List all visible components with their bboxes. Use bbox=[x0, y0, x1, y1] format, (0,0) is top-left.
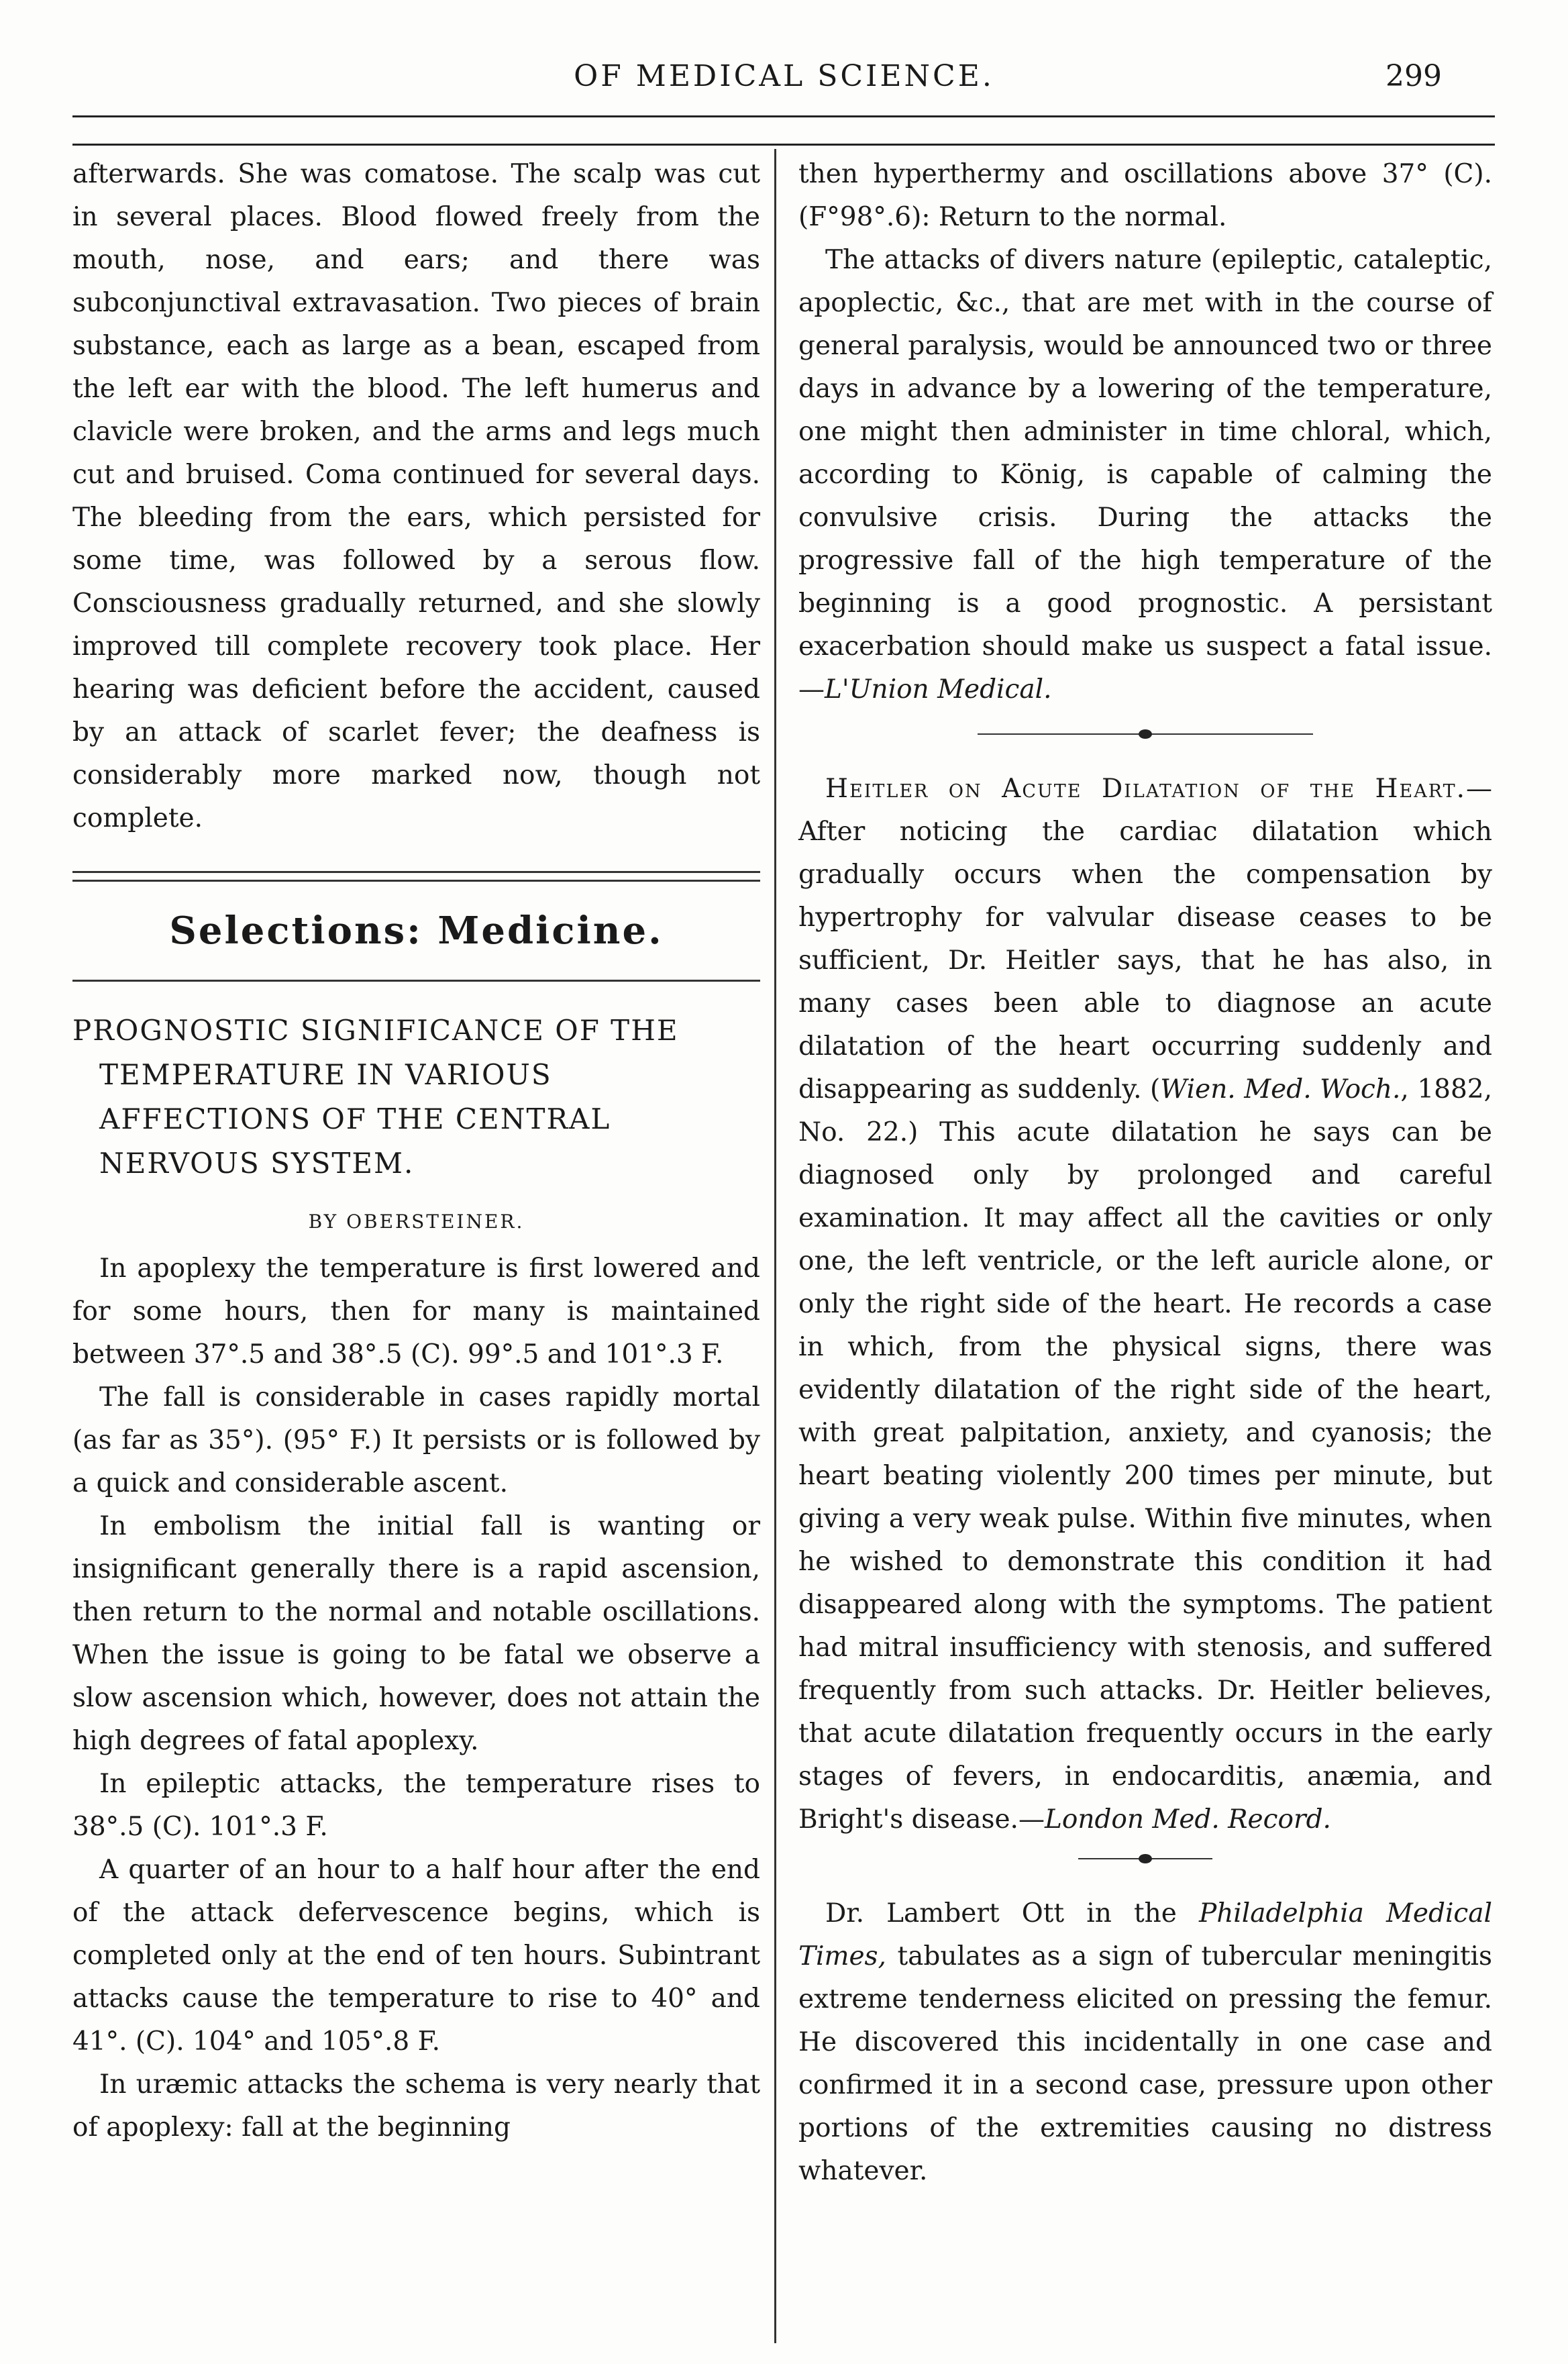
paragraph-text: , 1882, No. 22.) This acute dilatation he says can be diagnosed only by prolonged and careful examination. It may affect all the cavities or only one, the left ventricle, or the left auricle alone, or only the right side of the heart. He records a case in which, from the physical signs, there was evidently dilatation of the right side of the heart, with great palpitation, anxiety, and cyanosis; the heart beating violently 200 times per minute, but giving a very weak pulse. Within five minutes, when he wished to demonstrate this condition it had disappeared along with the symptoms. The patient had mitral insufficiency with stenosis, and suffered frequently from such attacks. Dr. Heitler believes, that acute dilatation frequently occurs in the early stages of fevers, in endocarditis, anæmia, and Bright's disease.— bbox=[798, 1074, 1492, 1835]
paragraph: In epileptic attacks, the temperature rises to 38°.5 (C). 101°.3 F. bbox=[72, 1769, 760, 1842]
byline: BY OBERSTEINER. bbox=[308, 1211, 525, 1233]
source-citation: L'Union Medical. bbox=[825, 674, 1052, 705]
paragraph-text: The attacks of divers nature (epileptic, cataleptic, apoplectic, &c., that are met with in the course of general paralysis, would be announced two or three days in advance by a lowering of the temperature, one might then administer in time chloral, which, according to König, is capable of calming the convulsive crisis. During the attacks the progressive fall of the high temperature of the beginning is a good prognostic. A persistant exacerbation should make us suspect a fatal issue.— bbox=[798, 245, 1492, 705]
paragraph: The fall is considerable in cases rapidly mortal (as far as 35°). (95° F.) It persists or is followed by a quick and considerable ascent. bbox=[72, 1382, 760, 1498]
paragraph-text: —After noticing the cardiac dilatation which gradually occurs when the compensation by hypertrophy for valvular disease ceases to be sufficient, Dr. Heitler says, that he has also, in many cases been able to diagnose an acute dilatation of the heart occurring suddenly and disappearing as suddenly. ( bbox=[798, 774, 1492, 1104]
left-column bbox=[72, 153, 760, 2149]
paragraph: then hyperthermy and oscillations above 37° (C). (F°98°.6): Return to the normal. bbox=[798, 159, 1492, 232]
paragraph: afterwards. She was comatose. The scalp was cut in several places. Blood flowed freely from the mouth, nose, and ears; and there was subconjunctival extravasation. Two pieces of brain substance, each as large as a bean, escaped from the left ear with the blood. The left humerus and clavicle were broken, and the arms and legs much cut and bruised. Coma continued for several days. The bleeding from the ears, which persisted for some time, was followed by a serous flow. Consciousness gradually returned, and she slowly improved till complete recovery took place. Her hearing was deficient before the accident, caused by an attack of scarlet fever; the deafness is considerably more marked now, though not complete. bbox=[72, 159, 760, 833]
header-rule-top bbox=[72, 115, 1495, 117]
section-heading: Selections: Medicine. bbox=[169, 909, 664, 953]
ornament-divider bbox=[1078, 1852, 1212, 1865]
page-number: 299 bbox=[1386, 59, 1442, 93]
column-divider bbox=[774, 149, 776, 2343]
paragraph bbox=[798, 239, 1492, 711]
header-rule-bottom bbox=[72, 144, 1495, 146]
running-title: OF MEDICAL SCIENCE. bbox=[574, 59, 994, 93]
source-citation: London Med. Record. bbox=[1044, 1804, 1331, 1835]
running-head bbox=[0, 59, 1568, 106]
right-column bbox=[798, 153, 1492, 2193]
paragraph: In uræmic attacks the schema is very nearly that of apoplexy: fall at the beginning bbox=[72, 2069, 760, 2143]
journal-citation: Philadelphia Medical Times, bbox=[798, 1898, 1492, 1971]
paragraph-text: Dr. Lambert Ott in the bbox=[825, 1898, 1199, 1929]
section-rule-top bbox=[72, 871, 760, 882]
paragraph: A quarter of an hour to a half hour after the end of the attack defervescence begins, which is completed only at the end of ten hours. Subintrant attacks cause the temperature to rise to 40° and 41°. (C). 104° and 105°.8 F. bbox=[72, 1855, 760, 2057]
paragraph bbox=[798, 768, 1492, 1841]
ornament-divider bbox=[978, 727, 1313, 741]
article-lead: Heitler on Acute Dilatation of the Heart. bbox=[825, 774, 1466, 804]
paragraph bbox=[798, 1892, 1492, 2193]
article-title: PROGNOSTIC SIGNIFICANCE OF THE TEMPERATURE IN VARIOUS AFFECTIONS OF THE CENTRAL NERVOUS SYSTEM. bbox=[72, 1014, 679, 1180]
paragraph-text: tabulates as a sign of tubercular meningitis extreme tenderness elicited on pressing the femur. He discovered this incidentally in one case and confirmed it in a second case, pressure upon other portions of the extremities causing no distress whatever. bbox=[798, 1941, 1492, 2186]
paragraph: In apoplexy the temperature is first lowered and for some hours, then for many is maintained between 37°.5 and 38°.5 (C). 99°.5 and 101°.3 F. bbox=[72, 1253, 760, 1370]
journal-citation: Wien. Med. Woch. bbox=[1160, 1074, 1401, 1104]
paragraph: In embolism the initial fall is wanting or insignificant generally there is a rapid ascension, then return to the normal and notable oscillations. When the issue is going to be fatal we observe a slow ascension which, however, does not attain the high degrees of fatal apoplexy. bbox=[72, 1511, 760, 1756]
